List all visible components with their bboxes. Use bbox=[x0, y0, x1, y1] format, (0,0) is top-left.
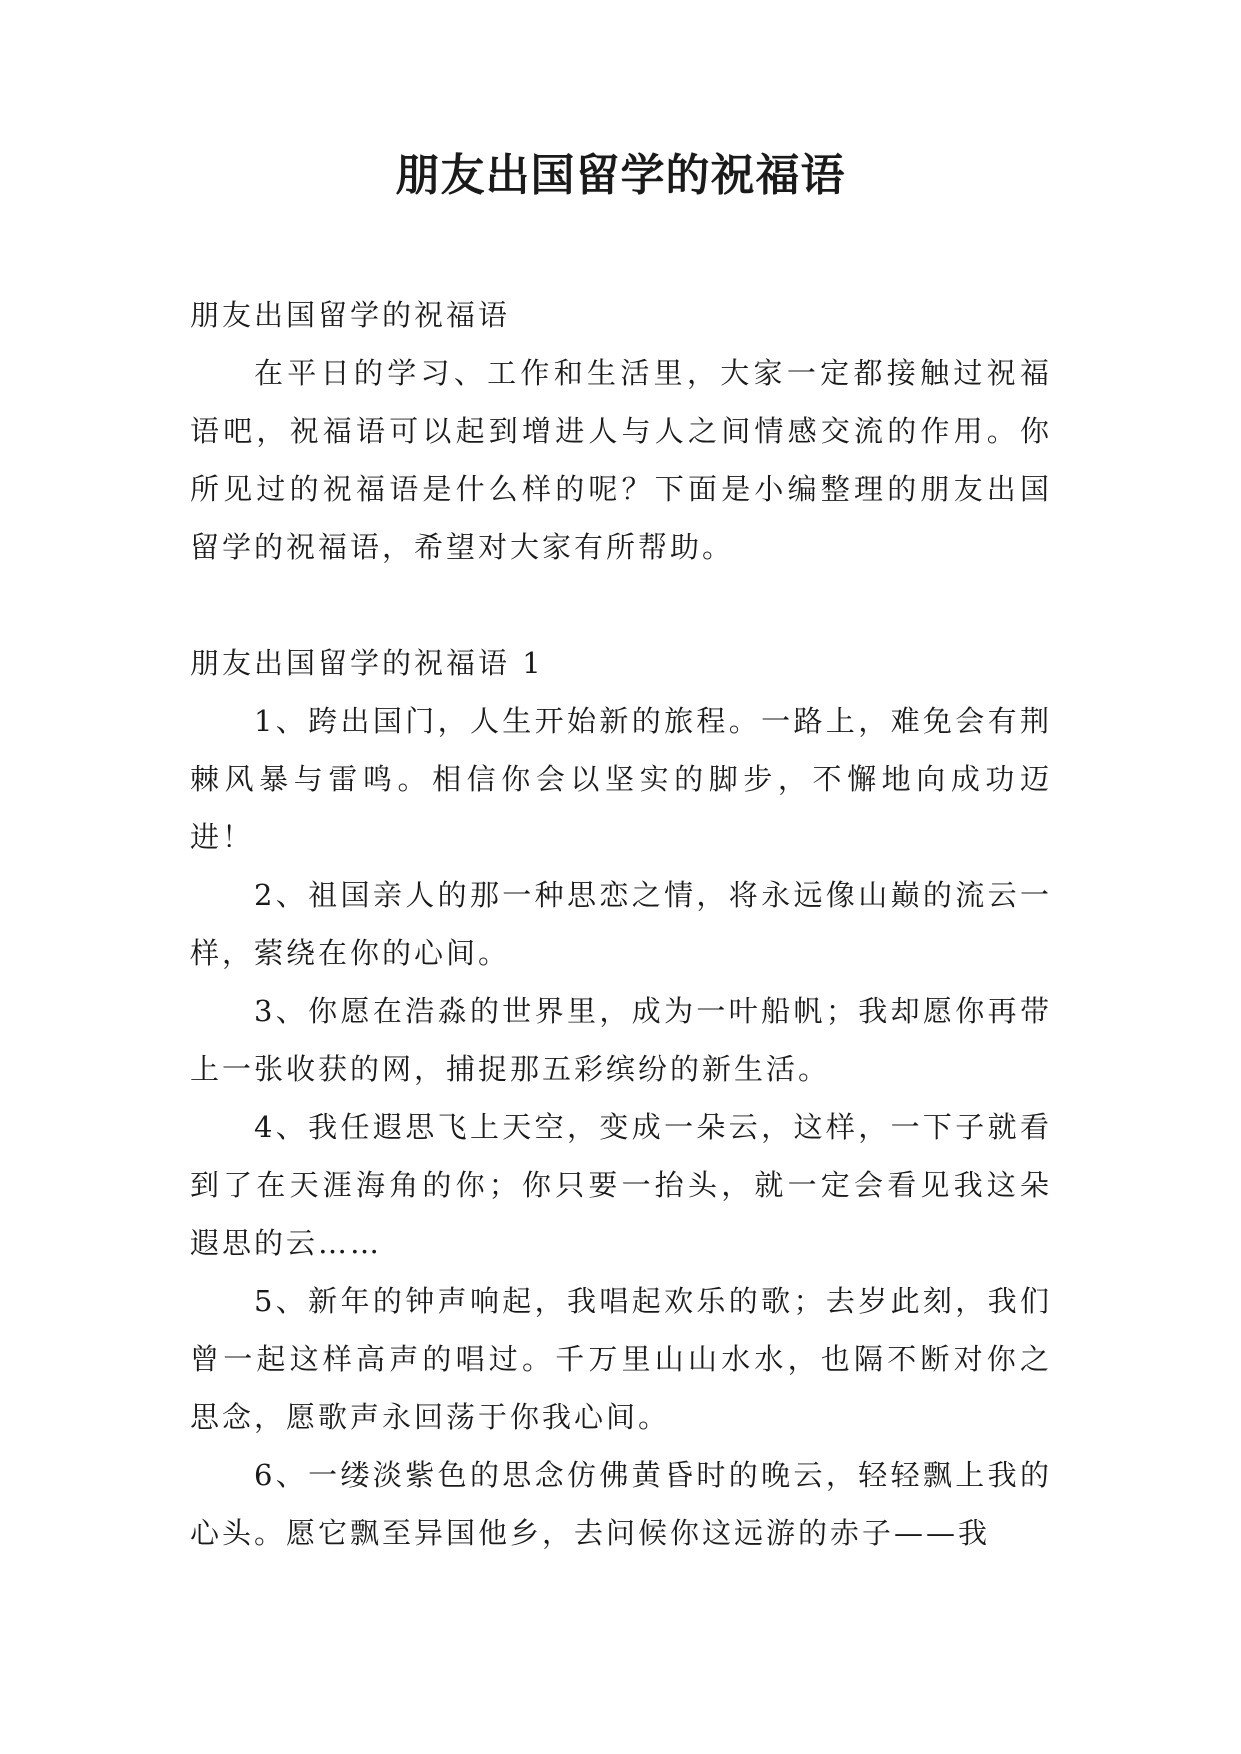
section-heading-1: 朋友出国留学的祝福语 1 bbox=[190, 646, 544, 680]
list-item-4: 4、我任遐思飞上天空，变成一朵云，这样，一下子就看到了在天涯海角的你；你只要一抬头，就一定会看见我这朵遐思的云…… bbox=[190, 1110, 1052, 1260]
document-body bbox=[190, 286, 1052, 1562]
list-item-1: 1、跨出国门，人生开始新的旅程。一路上，难免会有荆棘风暴与雷鸣。相信你会以坚实的脚步，不懈地向成功迈进！ bbox=[190, 704, 1052, 854]
document-subtitle: 朋友出国留学的祝福语 bbox=[190, 298, 511, 332]
list-item-2: 2、祖国亲人的那一种思恋之情，将永远像山巅的流云一样，萦绕在你的心间。 bbox=[190, 878, 1052, 970]
list-item-6: 6、一缕淡紫色的思念仿佛黄昏时的晚云，轻轻飘上我的心头。愿它飘至异国他乡，去问候你这远游的赤子——我 bbox=[190, 1458, 1052, 1550]
list-item-3: 3、你愿在浩淼的世界里，成为一叶船帆；我却愿你再带上一张收获的网，捕捉那五彩缤纷的新生活。 bbox=[190, 994, 1052, 1086]
list-item-5: 5、新年的钟声响起，我唱起欢乐的歌；去岁此刻，我们曾一起这样高声的唱过。千万里山山水水，也隔不断对你之思念，愿歌声永回荡于你我心间。 bbox=[190, 1284, 1052, 1434]
document-title: 朋友出国留学的祝福语 bbox=[395, 150, 846, 201]
intro-paragraph: 在平日的学习、工作和生活里，大家一定都接触过祝福语吧，祝福语可以起到增进人与人之间情感交流的作用。你所见过的祝福语是什么样的呢？下面是小编整理的朋友出国留学的祝福语，希望对大家有所帮助。 bbox=[190, 356, 1052, 564]
section-spacer bbox=[190, 576, 1052, 634]
